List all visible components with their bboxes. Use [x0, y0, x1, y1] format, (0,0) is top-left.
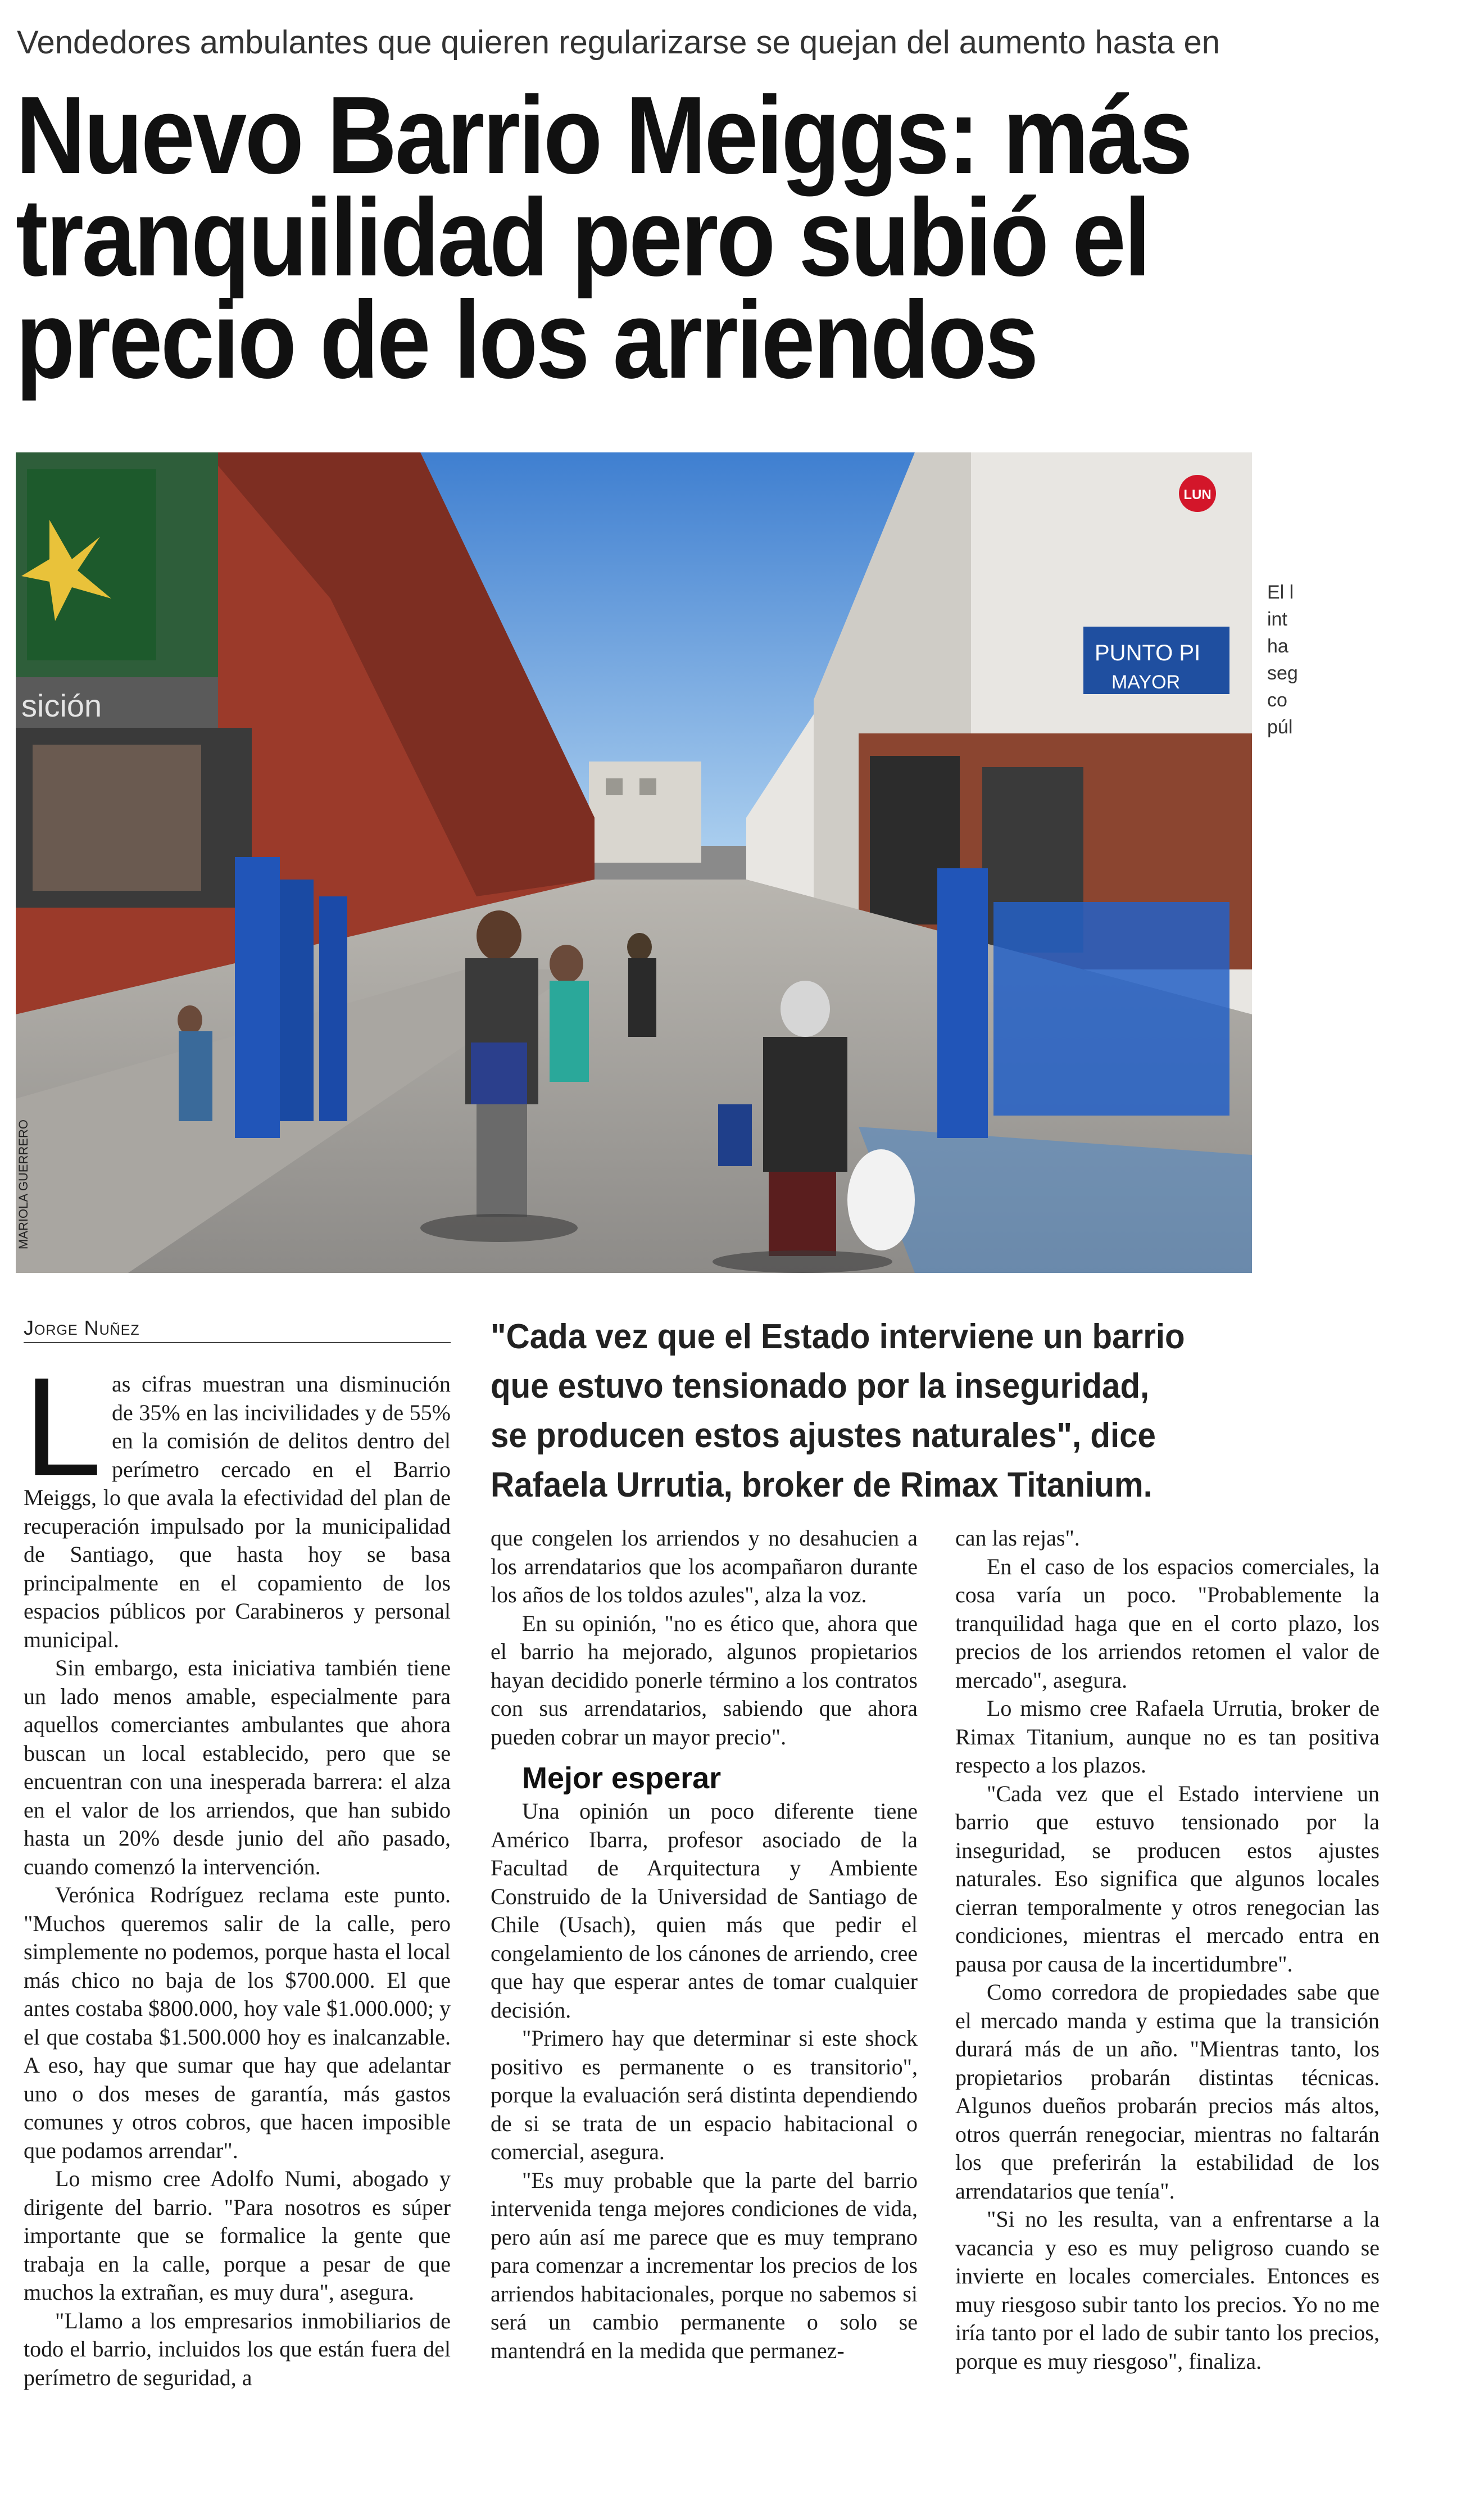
article-paragraph: que congelen los arriendos y no desahucien a los arrendatarios que los acompañaron durante los años de los toldos azules", alza la voz. — [491, 1525, 918, 1607]
pull-quote — [491, 1312, 1241, 1510]
article-paragraph: Como corredora de propiedades sabe que el mercado manda y estima que la transición durará más de un año. "Mientras tanto, los propietarios probarán distintas técnicas. Algunos dueños probarán precios más altos, otros querrán renegociar, mientras no faltarán los que preferirán la estabilidad de los arrendatarios que tenía". — [955, 1979, 1380, 2204]
article-paragraph: "Primero hay que determinar si este shock positivo es permanente o es transitorio", porque la evaluación será distinta dependiendo de si se trata de un espacio habitacional o comercial, asegura. — [491, 2025, 918, 2164]
article-paragraph: En el caso de los espacios comerciales, la cosa varía un poco. "Probablemente la tranquilidad haga que en el corto plazo, los precios de los arriendos retomen el valor de mercado", asegura. — [955, 1553, 1380, 1693]
lun-badge-label: LUN — [1183, 487, 1212, 502]
article-paragraph: "Es muy probable que la parte del barrio intervenida tenga mejores condiciones de vida, pero aún así me parece que es muy temprano para comenzar a incrementar los precios de los arriendos habitacionales, porque no sabemos si será un cambio permanente o solo se mantendrá en la medida que permanez- — [491, 2167, 918, 2363]
article-paragraph: Una opinión un poco diferente tiene Américo Ibarra, profesor asociado de la Facultad de Arquitectura y Ambiente Construido de la Universidad de Santiago de Chile (Usach), quien más que pedir el congelamiento de los cánones de arriendo, cree que hay que esperar antes de tomar cualquier decisión. — [491, 1798, 918, 2023]
caption-line: seg — [1267, 663, 1298, 684]
pull-quote-line: que estuvo tensionado por la inseguridad, — [491, 1367, 1150, 1406]
headline — [16, 74, 1191, 401]
street-scene-illustration — [16, 452, 1252, 1273]
article-column-2 — [491, 1524, 918, 2365]
shop-sign-right-2: MAYOR — [1111, 672, 1181, 693]
article-subheading: Mejor esperar — [522, 1761, 722, 1795]
caption-line: púl — [1267, 717, 1293, 738]
article-paragraph: "Llamo a los empresarios inmobiliarios de todo el barrio, incluidos los que están fuera del perímetro de seguridad, a — [24, 2308, 451, 2390]
caption-line: int — [1267, 609, 1287, 630]
article-column-3 — [955, 1524, 1380, 2376]
caption-line: ha — [1267, 636, 1288, 657]
photo-caption-fragment — [1267, 579, 1323, 741]
article-paragraph: "Si no les resulta, van a enfrentarse a la vacancia y eso es muy peligroso cuando se invierte en locales comerciales. Entonces es muy riesgoso subir tanto los precios. Yo no me iría tanto por el lado de subir tanto los precios, porque es muy riesgoso", finaliza. — [955, 2206, 1380, 2374]
article-paragraph: can las rejas". — [955, 1525, 1080, 1551]
pull-quote-line: se producen estos ajustes naturales", dice — [491, 1416, 1156, 1455]
byline: Jorge Nuñez — [24, 1316, 451, 1343]
article-paragraph: as cifras muestran una disminución de 35% en las incivilidades y de 55% en la comisión de delitos dentro del perímetro cercado en el Barrio Meiggs, lo que avala la efectividad del plan de recuperación impulsado por la municipalidad de Santiago, que hasta hoy se basa principalmente en el copamiento de los espacios públicos por Carabineros y personal municipal. — [24, 1371, 451, 1652]
pull-quote-line: Rafaela Urrutia, broker de Rimax Titanium. — [491, 1466, 1153, 1504]
shop-sign-left: sición — [21, 688, 102, 723]
kicker: Vendedores ambulantes que quieren regularizarse se quejan del aumento hasta en — [17, 24, 1220, 61]
headline-line-3: precio de los arriendos — [16, 278, 1037, 401]
article-column-1 — [24, 1348, 451, 2392]
article-paragraph: En su opinión, "no es ético que, ahora que el barrio ha mejorado, algunos propietarios hayan decidido ponerle término a los contratos con sus arrendatarios, sabiendo que ahora pueden cobrar un mayor precio". — [491, 1610, 918, 1750]
article-paragraph: Sin embargo, esta iniciativa también tiene un lado menos amable, especialmente para aquellos comerciantes ambulantes que ahora buscan un local establecido, pero que se encuentran con una inesperada barrera: el alza en el valor de los arriendos, que han subido hasta un 20% desde junio del año pasado, cuando comenzó la intervención. — [24, 1655, 451, 1879]
news-photo — [16, 452, 1252, 1273]
headline-line-2: tranquilidad pero subió el — [16, 176, 1149, 299]
shop-sign-right: PUNTO PI — [1095, 641, 1201, 665]
caption-line: El l — [1267, 582, 1294, 603]
caption-line: co — [1267, 690, 1287, 711]
article-paragraph: "Cada vez que el Estado interviene un barrio que estuvo tensionado por la inseguridad, se producen estos ajustes naturales. Eso significa que algunos locales cierran temporalmente y otros renegocian las condiciones, mientras el mercado entra en pausa por causa de la incertidumbre". — [955, 1780, 1380, 1977]
photo-credit: MARIOLA GUERRERO — [16, 1119, 30, 1249]
headline-line-1: Nuevo Barrio Meiggs: más — [16, 74, 1191, 197]
article-paragraph: Verónica Rodríguez reclama este punto. "Muchos queremos salir de la calle, pero simplemente no podemos, porque hasta el local más chico no baja de los $700.000. El que antes costaba $800.000, hoy vale $1.000.000; y el que costaba $1.500.000 hoy es inalcanzable. A eso, hay que sumar que hay que adelantar uno o dos meses de garantía, más gastos comunes y otros cobros, que hacen imposible que podamos arrendar". — [24, 1882, 451, 2163]
drop-cap: L — [24, 1348, 102, 1505]
article-paragraph: Lo mismo cree Rafaela Urrutia, broker de Rimax Titanium, aunque no es tan positiva respecto a los plazos. — [955, 1696, 1380, 1778]
pull-quote-line: "Cada vez que el Estado interviene un barrio — [491, 1317, 1185, 1356]
article-paragraph: Lo mismo cree Adolfo Numi, abogado y dirigente del barrio. "Para nosotros es súper importante que se formalice la gente que trabaja en la calle, porque a pesar de que muchos la extrañan, es muy dura", asegura. — [24, 2166, 451, 2305]
